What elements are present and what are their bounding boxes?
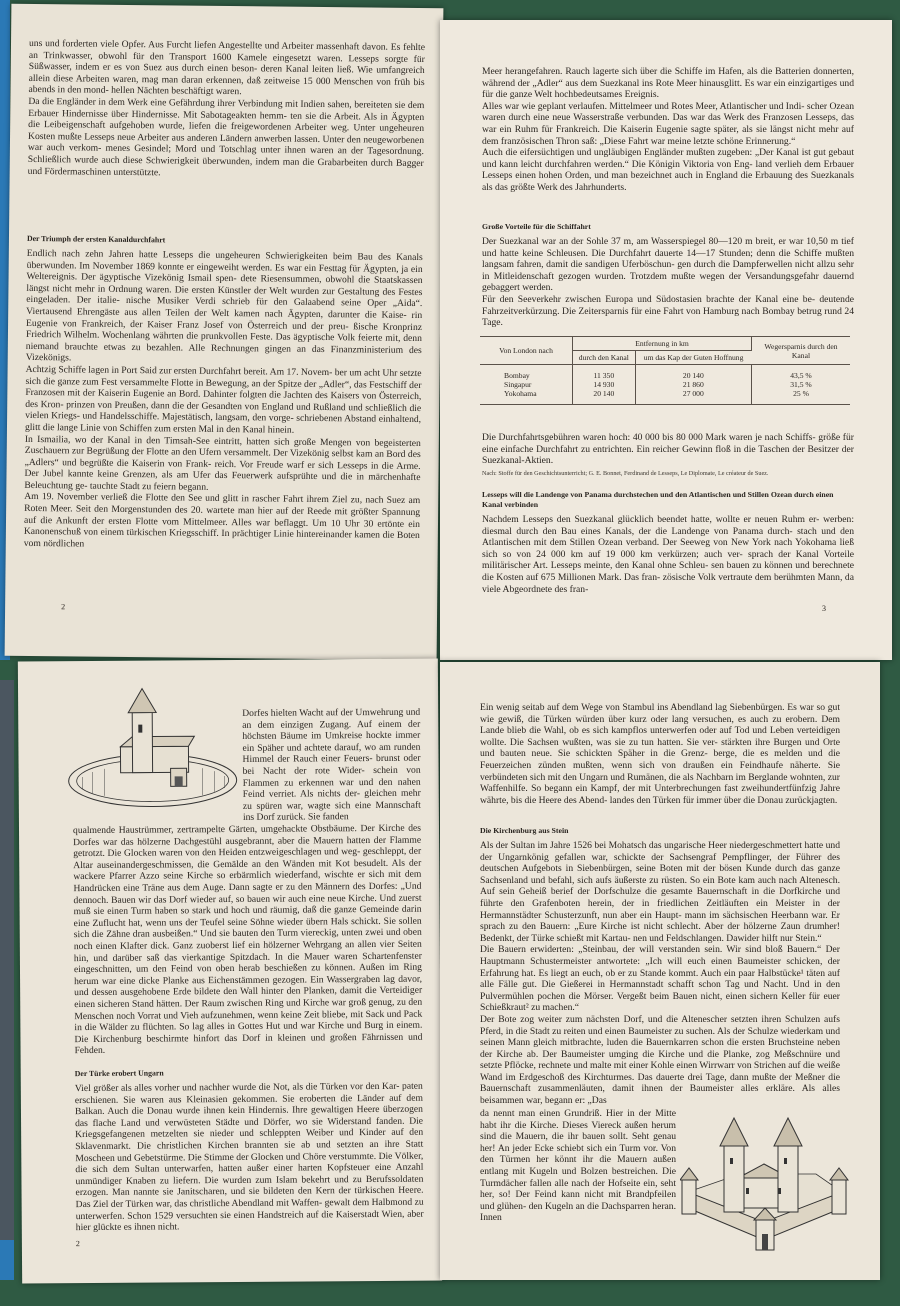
table-cell: Yokohama [480,389,573,405]
table-cell: 14 930 [573,380,636,389]
book-cover-edge-photo [0,680,14,1280]
paragraph: qualmende Haustrümmer, zertrampelte Gärten, umgehackte Obstbäume. Der Kirche des Dorfes war das hölzerne Dachgestühl ausgebrannt, aber die Mauern hatten der Flamme getrotzt. Die Glocken waren von den Heiden entzweigeschlagen und weg- geschleppt, der Altar auseinandergeschmissen, die Gemälde an den Wänden mit Kot besudelt. Als der wackere Pfarrer Azzo seine Kirche so erbärmlich wiederfand, wischte er sich mit dem Handrücken eine Träne aus dem Auge. Dann sagte er zu den Männern des Dorfes: „Und dennoch. Bauen wir das Dorf wieder auf, so bauen wir auch eine neue Kirche. Und zuerst muß sie einen Turm haben so stark und hoch und räumig, daß die ganze Gemeinde darin eine Zuflucht hat, wenn uns der Teufel seine Söhne wieder übern Hals schickt. Sie sollen sich die Zähne dran ausbeißen.“ Und sie bauten den Turm viereckig, unten zwei und oben noch einen Klafter dick. Ganz zuoberst lief ein hölzerner Wehrgang an allen vier Seiten hin, und darüber saß das vierkantige Spitzdach. In die Mauer waren Schartenfenster eingeschnitten, um den Feind von oben herab beschießen zu können. Außen im Ring herum war eine dicke Planke aus Eichenstämmen gezogen. Ein Wassergraben lag davor, und dessen ausgehobene Erde bildete den Wall hinter den Planken, damit die Verteidiger einen sicheren Stand hätten. Der Raum zwischen Ring und Kirche war groß genug, zu den Menschen noch Vorrat und Vieh aufzunehmen, wenn keine Zeit bliebe, mit Sack und Pack in die Wälder zu flüchten. So lag alles in Gottes Hut und war Kirche und Burg in einem. Die Kirchenburg beschirmte hinfort das Dorf in kleinen und großen Fährnissen und Fehden. [72,822,423,1057]
paragraph: Die Durchfahrtsgebühren waren hoch: 40 000 bis 80 000 Mark waren je nach Schiffs- größe für eine einfache Durchfahrt zu entrichten. Ein reicher Gewinn floß in die Taschen der Besitzer der Suezkanal-Aktien. [482,432,854,467]
table-cell: 25 % [752,389,851,405]
paragraph: uns und forderten viele Opfer. Aus Furcht liefen Angestellte und Arbeiter massenhaft davon. Es fehlte an Trinkwasser, obwohl für den Transport 1600 Kamele eingesetzt waren. Lesseps sorgte für Süßwasser, indem er es von Suez aus durch einen beson- deren Kanal leiten ließ. Wie umfangreich allein diese Arbeiten waren, mag man daran erkennen, daß zeitweise 15 000 Menschen von früh bis abends in den mond- hellen Nächten beschäftigt waren. Da die Engländer in dem Werk eine Gefährdung ihrer Verbindung mit Indien sahen, bereiteten sie dem Erbauer Hindernisse über Hindernisse. Mit Sabotageakten hemm- ten sie die Arbeit. Als in Ägypten die Leibeigenschaft aufgehoben wurde, liefen die freigewordenen Arbeiter weg. Unter ungeheuren Kosten mußte Lesseps neue Arbeiter aus anderen Ländern anwerben lassen. Unter den neugeworbenen war auch verkom- menes Gesindel; Mord und Totschlag unter ihnen waren an der Tagesordnung. Schließlich wurde auch diese Schwierigkeit überwunden, indem man die Grabarbeiten durch Bagger und Fördermaschinen unterstützte. [27,37,426,178]
table-row [480,380,850,389]
section-heading: Der Triumph der ersten Kanaldurchfahrt [26,233,166,245]
section-heading: Lesseps will die Landenge von Panama durchstechen und den Atlantischen und Stillen Ozean durch einen Kanal verbinden [482,490,834,509]
book-cover-strip [0,1240,14,1280]
paragraph: Nachdem Lesseps den Suezkanal glücklich beendet hatte, wollte er neuen Ruhm er- werben: diesmal durch den Bau eines Kanals, der die Landenge von Panama durch- stach und den Atlantischen mit dem Stillen Ozean verband. Der Seeweg von New York nach Yokohama ließ sich so von 24 000 km auf 19 000 km verkürzen; auch ver- sprach der Kanal Vorteile militärischer Art. Lesseps meinte, den Kanal ohne Schleu- sen bauen zu können und berechnete die Kosten auf 675 Millionen Mark. Das fran- zösische Volk vertraute dem berühmten Mann, da viele Abgeordnete des fran- [482,514,854,595]
table-header: Von London nach [480,337,573,365]
page-number: 3 [822,604,826,613]
paragraph: Endlich nach zehn Jahren hatte Lesseps die ungeheuren Schwierigkeiten beim Bau des Kanals überwunden. Im November 1869 konnte er eingeweiht werden. Es war ein Festtag für Ägypten, ja ein Weltereignis. Der ägyptische Vizekönig Ismail spen- dete Riesensummen, obwohl die Staatskassen längst nicht mehr in Ordnung waren. Die ersten Künstler der Welt wurden zur Gestaltung des Festes eingeladen. Der italie- nische Musiker Verdi schrieb für den Galaabend seine Oper „Aida“. Viertausend Ehrengäste aus allen Teilen der Welt kamen nach Ägypten, darunter die Kaise- rin Eugenie von Frankreich, der Kaiser Franz Josef von Österreich und der preu- ßische Kronprinz Friedrich Wilhelm. Wochenlang währten die prunkvollen Feste. Das ägyptische Volk feierte mit, denn niemand brauchte etwas zu bezahlen. Alle Rechnungen gingen an das Finanzministerium des Vizekönigs. Achtzig Schiffe lagen in Port Said zur ersten Durchfahrt bereit. Am 17. Novem- ber um acht Uhr setzte sich die ganze zum Fest versammelte Flotte in Bewegung, an der Spitze der „Adler“, das Festschiff der Franzosen mit der Kaiserin Eugenie an Bord. Dahinter folgten die Jachten des Kaisers von Österreich, des Kron- prinzen von Preußen, dann die der Gesandten von England und Rußland und schließlich die vielen Kriegs- und Handelsschiffe. Majestätisch, langsam, den vorge- schriebenen Abstand einhaltend, glitt die lange Linie von Schiffen zum ersten Mal in den Kanal hinein. In Ismailia, wo der Kanal in den Timsah-See eintritt, hatten sich große Mengen von begeisterten Zuschauern zur Begrüßung der Flotte an den Ufern versammelt. Der Vizekönig selbst kam an Bord des „Adlers“ und begrüßte die Kaiserin von Frank- reich. Vor Freude warf er sich Lesseps in die Arme. Der Jubel kannte keine Grenzen, als am Ufer das Feuerwerk aufsprühte und die in märchenhafte Beleuchtung ge- tauchte Stadt zu feiern begann. Am 19. November verließ die Flotte den See und glitt in rascher Fahrt ihrem Ziel zu, nach Suez am Roten Meer. Seit den Morgenstunden des 20. wartete man hier auf der Reede mit größter Spannung auf die Ankunft der ersten Flotte vom Mittelmeer. Alles war beflaggt. Um 10 Uhr 30 ertönte ein Kanonenschuß von einem türkischen Kriegsschiff. In prächtiger Linie hintereinander kamen die Boten vom nördlichen [23,247,423,550]
page-bottom-left [18,659,442,1284]
paragraph: Ein wenig seitab auf dem Wege von Stambul ins Abendland lag Siebenbürgen. Es war so gut wie gewiß, die Türken würden über kurz oder lang versuchen, es auch zu erobern. Dem Lande blieb die Wahl, ob es sich kampflos unterwerfen oder auf Tod und Leben verteidigen wollte. Die Sachsen wußten, was sie zu tun hatten. Sie ver- stärkten ihre Burgen und Orte und bauten neue. Sie schickten Späher in die Grenz- berge, die es melden und die Feuerzeichen zünden mußten, wenn sich von draußen ein Feindhaufe näherte. Sie verbündeten sich mit den Ungarn und Rumänen, die als Nachbarn im Berglande wohnten, zur Waffenhilfe. So begann ein Kampf, der mit Unterbrechungen fast zweihundertfünfzig Jahre währte, bis die Heere des Abend- landes den Türken für immer über die Donau zurückjagten. [480,702,840,806]
page-top-left [5,4,444,660]
distance-table [480,336,850,405]
table-cell: 20 140 [635,365,751,381]
paragraph: Viel größer als alles vorher und nachher wurde die Not, als die Türken vor den Kar- paten erschienen. Sie waren aus Kleinasien gekommen. Sie eroberten die Länder auf dem Balkan. Auch die Donau wurde ihnen kein Hindernis. Ihre gewaltigen Heere überzogen das flache Land und verwüsteten Städte und Dörfer, wo sie Widerstand fanden. Die Kriegsgefangenen metzelten sie nieder und schleppten Weiber und Kinder auf den Sklavenmarkt. Die christlichen Kirchen brannten sie ab und setzten an ihre Statt Moscheen und Gebetstürme. Die Stimme der Glocken und Chöre verstummte. Die Völker, die sich dem Sultan unterwarfen, hatten außer einer harten Kopfsteuer eine Anzahl unmündiger Knaben zu liefern. Die wurden zum Islam bekehrt und zu Berufssoldaten erzogen. Man nannte sie Janitscharen, und sie bildeten den Kern der türkischen Heere. Das Ziel der Türken war, das christliche Abendland mit Waffen- gewalt dem Halbmond zu unterwerfen. Schon 1529 versuchten sie einen Handstreich auf die Kaiserstadt Wien, aber hier glückte es ihnen nicht. [74,1080,424,1234]
table-row [480,365,850,381]
page-number: 2 [75,1239,80,1249]
table-header: Wegersparnis durch den Kanal [752,337,851,365]
table-header: Entfernung in km [573,337,752,351]
section-heading: Große Vorteile für die Schiffahrt [482,222,591,231]
table-cell: 27 000 [635,389,751,405]
paragraph: da nennt man einen Grundriß. Hier in der Mitte habt ihr die Kirche. Dieses Viereck außen herum sind die Mauern, die ihr bauen sollt. Seht genau her! An jeder Ecke schiebt sich ein Turm vor. Von den Türmen her könnt ihr die Mauern außen entlang mit Kugeln und Bolzen bestreichen. Die Turmdächer fallen alle nach der Hofseite ein, seht her, so! Der Feind kann nicht mit Brandpfeilen und glühen- den Kugeln an die Dachsparren heran. Innen [480,1108,676,1224]
table-cell: 20 140 [573,389,636,405]
table-header: um das Kap der Guten Hoffnung [635,351,751,365]
table-cell: Bombay [480,365,573,381]
paragraph: Dorfes hielten Wacht auf der Umwehrung und an dem einzigen Zugang. Auf einem der höchsten Bäume im Umkreise hockte immer ein Späher und achtete darauf, wo am runden Himmel der Rauch einer Feuers- brunst oder bei Nacht der rote Wider- schein von Flammen zu erkennen war und den nahen Feind verriet. Als nichts der- gleichen mehr zu spüren war, wagte sich eine Mannschaft ins Dorf zurück. Sie fanden [242,706,421,824]
table-cell: 43,5 % [790,371,812,380]
page-top-right [440,20,892,660]
table-cell: 31,5 % [790,380,812,389]
table-row [480,389,850,405]
paragraph: Der Suezkanal war an der Sohle 37 m, am Wasserspiegel 80—120 m breit, er war 10,50 m tief und hatte keine Schleusen. Die Durchfahrt dauerte 14—17 Stunden; denn die Schiffe mußten langsam fahren, damit die sandigen Uferböschun- gen durch die Dampferwellen nicht allzu sehr in Mitleidenschaft gezogen wurden. Trotzdem mußte wegen der Versandungsgefahr dauernd gebaggert werden. Für den Seeverkehr zwischen Europa und Südostasien brachte der Kanal eine be- deutende Fahrzeitverkürzung. Die Zeitersparnis für eine Fahrt von Hamburg nach Bombay betrug rund 24 Tage. [482,236,854,329]
section-heading: Die Kirchenburg aus Stein [480,826,569,835]
paragraph: Als der Sultan im Jahre 1526 bei Mohatsch das ungarische Heer niedergeschmettert hatte und der Ungarnkönig gefallen war, schickte der Sachsengraf Pempflinger, der Führer des deutschen Aufgebots in Siebenbürgen, seine Boten mit der bösen Kunde durch das ganze Sachsenland und befahl, sich aufs äußerste zu rüsten. So ein Bote kam auch nach Altenesch. Auf sein Geheiß berief der Dorfschulze die gesamte Bauernschaft in die Dorfkirche und führte den Grafenboten herein, der in friedlichen Zeitläuften ein Meister in der Hermannstädter Schusterzunft, nun aber ein Haupt- mann im sächsischen Heerbann war. Er sprach zu den Bauern: „Eure Kirche ist nicht schlecht. Aber der hölzerne Zaun drumher! Bedenkt, der Türke schießt mit Kartau- nen und Feldschlangen. Dawider hilft nur Stein.“ Die Bauern erwiderten: „Steinbau, der will verstanden sein. Wir sind bloß Bauern.“ Der Hauptmann Schustermeister antwortete: „Ich will euch einen Baumeister schicken, der Erfahrung hat. Es liegt an euch, ob er zu Stande kommt. Auch ein paar Halbstücke¹ täten auf alle Fälle gut. Die Gießerei in Hermannstadt schafft schon Tag und Nacht. Und in den Pulvermühlen pochen die Mörser. Vergeßt beim Bauen nicht, einen sichern Keller für euer Schießkraut² zu machen.“ Der Bote zog weiter zum nächsten Dorf, und die Altenescher setzten ihren Schulzen aufs Pferd, in die Stadt zu reiten und einen Baumeister zu suchen. Als der Schulze wiederkam und seinen Mann gleich mitbrachte, luden die Bauernkarren schon die ersten Bruchsteine neben der Kirche ab. Der Baumeister umging die Kirche und die Planke, zog Meßschnüre und setzte Pflöcke, rechnete und malte mit einer Kohle einen Wirrwarr von Strichen auf die weiße Wand im Erdgeschoß des Kirchturmes. Das dauerte drei Tage, dann mußte der Meßner die Bauernschaft zusammenläuten, damit ihnen der Baumeister alles erkläre. Als alles beisammen war, begann er: „Das [480,840,840,1107]
stone-church-castle-illustration [680,1116,850,1258]
section-heading: Der Türke erobert Ungarn [74,1068,164,1079]
paragraph: Meer herangefahren. Rauch lagerte sich über die Schiffe im Hafen, als die Batterien donnerten, während der „Adler“ aus dem Suezkanal ins Rote Meer hinausglitt. Es war ein einzigartiges und für die ganze Welt hochbedeutsames Ereignis. Alles war wie geplant verlaufen. Mittelmeer und Rotes Meer, Atlantischer und Indi- scher Ozean waren durch eine neue Wasserstraße verbunden. Das war das Werk des Franzosen Lesseps, das war ein Ruhm für Frankreich. Die Kaiserin Eugenie sagte später, als sie längst nicht mehr auf dem französischen Thron saß: „Diese Fahrt war meine letzte schöne Erinnerung.“ Auch die eifersüchtigen und ungläubigen Engländer mußten zugeben: „Der Kanal ist gut gebaut und kann leicht durchfahren werden.“ Die Königin Viktoria von Eng- land verlieh dem Erbauer Lesseps einen hohen Orden, und man bezeichnet auch in England die Erbauung des Suezkanals als das größte Werk des Jahrhunderts. [482,66,854,193]
source-note: Nach: Stoffe für den Geschichtsunterricht; G. E. Bonnet, Ferdinand de Lesseps, Le Diplomate, Le créateur de Suez. [482,470,769,478]
fortified-church-illustration [62,684,243,815]
table-cell: Singapur [480,380,573,389]
table-header: durch den Kanal [573,351,636,365]
table-cell: 21 860 [635,380,751,389]
page-number: 2 [61,602,66,612]
page-bottom-right [440,662,880,1280]
table-cell: 11 350 [573,365,636,381]
